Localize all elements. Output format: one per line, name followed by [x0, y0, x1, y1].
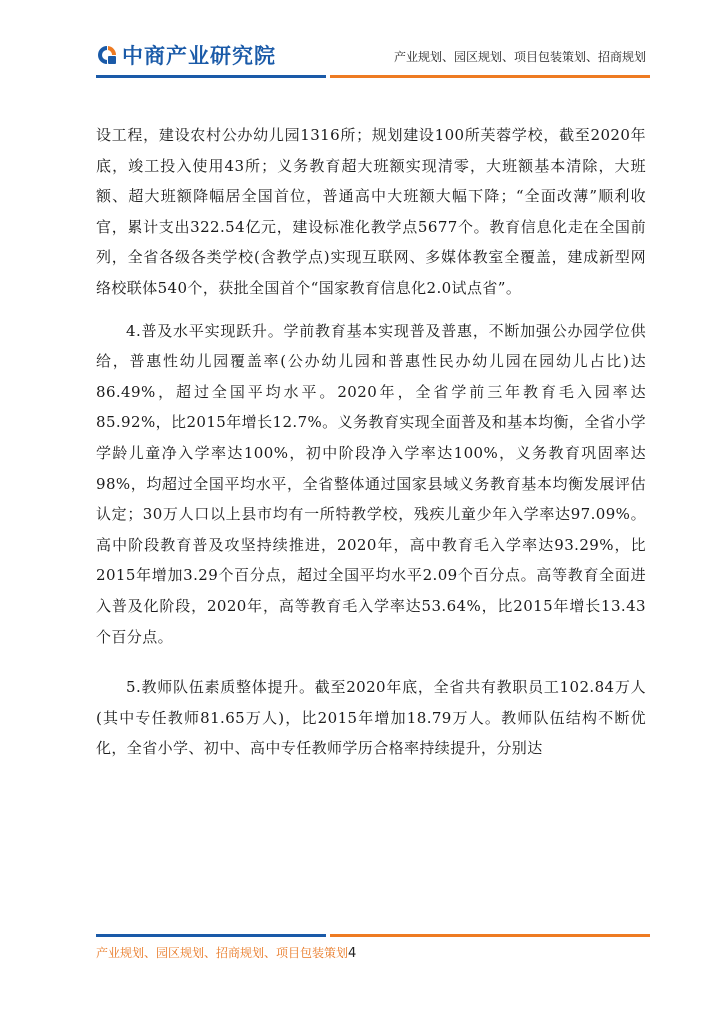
page-number: 4 [348, 946, 357, 961]
document-body [96, 120, 646, 764]
logo [96, 42, 276, 68]
paragraph-continued: 设工程，建设农村公办幼儿园1316所；规划建设100所芙蓉学校，截至2020年底，竣工投入使用43所；义务教育超大班额实现清零，大班额基本清除，大班额、超大班额降幅居全国首位，普通高中大班额大幅下降；“全面改薄”顺利收官，累计支出322.54亿元，建设标准化教学点5677个。教育信息化走在全国前列，全省各级各类学校(含教学点)实现互联网、多媒体教室全覆盖，建成新型网络校联体540个，获批全国首个“国家教育信息化2.0试点省”。 [96, 126, 646, 297]
page-footer [96, 944, 356, 961]
page-header [0, 0, 724, 80]
logo-text: 中商产业研究院 [122, 44, 276, 68]
paragraph-teachers: 5.教师队伍素质整体提升。截至2020年底，全省共有教职员工102.84万人(其中专任教师81.65万人)，比2015年增加18.79万人。教师队伍结构不断优化，全省小学、初中、高中专任教师学历合格率持续提升，分别达 [96, 678, 646, 758]
footer-divider-blue [96, 934, 326, 937]
header-divider-orange [330, 75, 650, 78]
chinese-business-logo-icon [96, 44, 118, 66]
footer-slogan: 产业规划、园区规划、招商规划、项目包装策划 [96, 946, 349, 960]
header-divider-blue [96, 75, 326, 78]
footer-divider-orange [330, 934, 650, 937]
header-slogan: 产业规划、园区规划、项目包装策划、招商规划 [393, 50, 646, 64]
paragraph-coverage: 4.普及水平实现跃升。学前教育基本实现普及普惠，不断加强公办园学位供给，普惠性幼儿园覆盖率(公办幼儿园和普惠性民办幼儿园在园幼儿占比)达86.49%，超过全国平均水平。2020年，全省学前三年教育毛入园率达85.92%，比2015年增长12.7%。义务教育实现全面普及和基本均衡，全省小学学龄儿童净入学率达100%，初中阶段净入学率达100%，义务教育巩固率达98%，均超过全国平均水平，全省整体通过国家县域义务教育基本均衡发展评估认定；30万人口以上县市均有一所特教学校，残疾儿童少年入学率达97.09%。高中阶段教育普及攻坚持续推进，2020年，高中教育毛入学率达93.29%，比2015年增加3.29个百分点，超过全国平均水平2.09个百分点。高等教育全面进入普及化阶段，2020年，高等教育毛入学率达53.64%，比2015年增长13.43个百分点。 [96, 321, 646, 646]
